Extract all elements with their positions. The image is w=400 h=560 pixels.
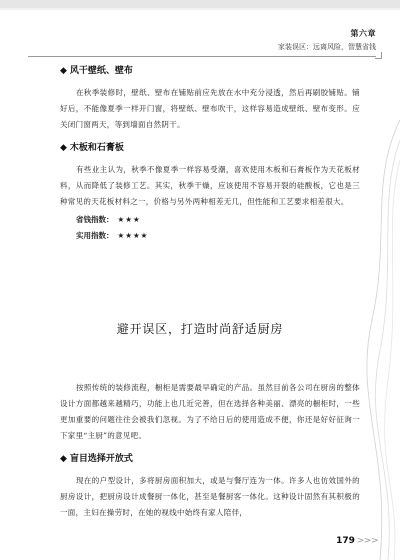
header-corner-mark	[375, 52, 382, 59]
chapter-subtitle: 家装误区：远离风险，智慧省钱	[278, 43, 376, 51]
section-paragraph-boards: 有些业主认为，秋季不像夏季一样容易受潮，喜欢使用木板和石膏板作为天花板材料，从而降低了装修工艺。其实，秋季干燥，应该使用不容易开裂的硅酸板，它也是三种常见的天花板材料之一，价格与另外两种相差无几，但性能和工艺要求相差很大。	[60, 165, 360, 206]
section-heading-text: 风干壁纸、壁布	[69, 66, 133, 76]
page-number	[336, 536, 378, 546]
header-stripe	[0, 0, 400, 8]
intro-paragraph: 按照传统的装修流程，橱柜是需要最早确定的产品。虽然目前各公司在厨房的整体设计方面都越来越精巧，功能上也几近完善，但在选择各种美丽、漂亮的橱柜时，一些更加重要的问题往往会被我们忽视。为了不给日后的使用造成不便，你还是好好征询一下家里“主厨”的意见吧。	[60, 383, 360, 440]
chapter-section-title: 避开误区，打造时尚舒适厨房	[116, 322, 284, 336]
diamond-bullet-icon: ◆	[60, 143, 67, 153]
diamond-bullet-icon: ◆	[60, 66, 67, 76]
rating-row-practical	[60, 228, 360, 244]
page-arrows: >>>	[356, 536, 378, 546]
section-heading-open-kitchen	[60, 452, 360, 466]
chapter-label: 第六章	[350, 29, 376, 38]
section-paragraph-open-kitchen: 现在的户型设计，多将厨房面积加大，或是与餐厅连为一体。许多人也仿效国外的厨房设计，把厨房设计成餐厨一体化，甚至是餐厨客一体化。这种设计固然有其积极的一面，主妇在操劳时，在她的视线中始终有家人陪伴，	[60, 476, 360, 517]
decorative-curves	[360, 120, 400, 560]
header-stripe-secondary	[0, 8, 400, 10]
section-heading-text: 盲目选择开放式	[69, 454, 133, 464]
diamond-bullet-icon: ◆	[60, 454, 67, 464]
page-header	[0, 0, 400, 58]
rating-label: 省钱指数：	[76, 215, 114, 224]
rating-row-savings	[60, 212, 360, 228]
rating-label: 实用指数：	[76, 231, 114, 240]
page-number-value: 179	[336, 536, 355, 546]
section-heading-text: 木板和石膏板	[69, 143, 124, 153]
star-rating: ★★★	[117, 215, 141, 224]
section-paragraph-wallpaper: 在秋季装修时，壁纸、壁布在铺贴前应先放在水中充分浸透，然后再刷胶铺贴。铺好后，不能像夏季一样开门窗，将壁纸、壁布吹干，这样容易造成壁纸、壁布变形。应关闭门窗两天，等到墙面自然阴干。	[60, 88, 360, 129]
upper-content	[60, 64, 360, 244]
section-heading-boards	[60, 141, 360, 155]
header-divider	[28, 56, 376, 57]
star-rating: ★★★★	[117, 231, 149, 240]
section-heading-wallpaper	[60, 64, 360, 78]
lower-content	[60, 380, 360, 529]
